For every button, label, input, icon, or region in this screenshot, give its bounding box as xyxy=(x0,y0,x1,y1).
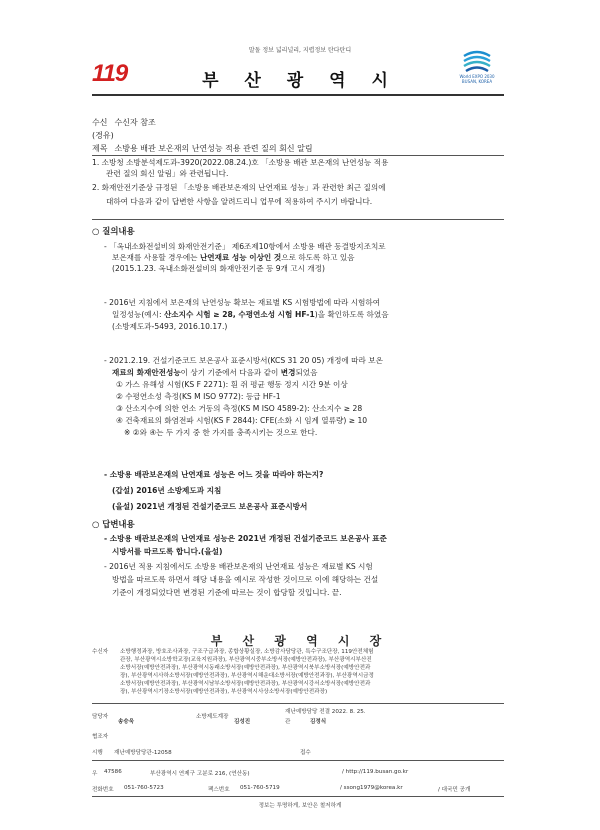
fax-label: 팩스번호 xyxy=(208,787,230,793)
approver-label: 재난예방담당 전결 2022. 8. 25. xyxy=(285,709,366,715)
question-heading: ○ 질의내용 xyxy=(92,226,135,236)
a2-line3: 기준이 개정되었다면 변경된 기준에 따르는 것이 합당할 것입니다. 끝. xyxy=(112,588,342,597)
recipients-label: 수신자 xyxy=(92,649,109,655)
q1-line2: 보온재를 사용할 경우에는 난연재료 성능 이상인 것으로 하도록 하고 있음 xyxy=(112,253,355,262)
disclosure-status: / 대국민 공개 xyxy=(438,787,471,793)
a2-line2: 방법을 따르도록 하면서 해당 내용을 예시로 작성한 것이므로 이에 해당하는 건설 xyxy=(112,575,379,584)
recipients-line: 소방서장(예방안전과장), 부산광역시남부소방서장(예방안전과장), 부산광역시강서소방서장(예방안전과 xyxy=(120,681,371,687)
paragraph-2 xyxy=(92,182,386,207)
doc-number-label: 시행 xyxy=(92,750,103,756)
recipients-line: 소방서장(예방안전과장), 부산광역시동래소방서장(예방안전과장), 부산광역시북부소방서장(예방안전과 xyxy=(120,665,371,671)
authority-title: 부 산 광 역 시 장 xyxy=(210,634,390,648)
via-row: (경유) xyxy=(92,131,114,140)
q4-option-a: (갑설) 2016년 소방제도과 지침 xyxy=(112,486,222,495)
email-link[interactable]: / ssong1979@korea.kr xyxy=(340,785,403,791)
q3-criterion-4: ④ 건축재료의 화염전파 시험(KS F 2844): CFE(소화 시 임계 열류량) ≥ 10 xyxy=(116,416,368,425)
footer-divider-1 xyxy=(92,703,504,704)
cooperator-label: 협조자 xyxy=(92,734,109,740)
q3-line2: 재료의 화재안전성능이 상기 기준에서 다음과 같이 변경되었음 xyxy=(112,368,318,377)
staff-name: 송승욱 xyxy=(118,719,135,725)
website-link[interactable]: / http://119.busan.go.kr xyxy=(342,769,409,775)
q1-line3: (2015.1.23. 옥내소화전설비의 화재안전기준 등 9개 고시 개정) xyxy=(112,264,326,273)
a1-line2: 시방서를 따르도록 합니다.(을설) xyxy=(112,547,223,556)
fax-number: 051-760-5719 xyxy=(240,785,280,791)
answer-item-2 xyxy=(104,561,378,598)
subject-label: 제목 xyxy=(92,144,108,153)
team-lead-name: 김성진 xyxy=(234,719,251,725)
q3-line1: - 2021.2.19. 건설기준코드 보온공사 표준시방서(KCS 31 20 05) 개정에 따라 보온 xyxy=(104,356,383,365)
recipients-list xyxy=(120,648,510,696)
q3-criterion-1: ① 가스 유해성 시험(KS F 2271): 흰 쥐 평균 행동 정지 시간 9분 이상 xyxy=(116,380,348,389)
q2-line1: - 2016년 지침에서 보온재의 난연성능 확보는 재료별 KS 시험방법에 따라 시험하여 xyxy=(104,298,381,307)
q3-criterion-2: ② 수평연소성 측정(KS M ISO 9772): 등급 HF-1 xyxy=(116,392,281,401)
approver-name: 김정식 xyxy=(310,719,327,725)
p1-line2: 관련 질의 회신 알림」와 관련됩니다. xyxy=(106,169,229,178)
recipient-label: 수신 xyxy=(92,118,108,127)
body-divider xyxy=(92,219,504,220)
bottom-slogan: 정보는 투명하게, 보안은 철저하게 xyxy=(258,803,342,809)
expo-text-line1: World EXPO 2030 xyxy=(459,74,495,79)
phone-label: 전화번호 xyxy=(92,787,114,793)
q2-line2: 일정성능(예시: 산소지수 시험 ≥ 28, 수평연소성 시험 HF-1)을 확인하도록 하였음 xyxy=(112,310,389,319)
slogan: 말돌 정보 넓리널리, 지렵정보 탄다탄디 xyxy=(248,47,352,54)
answer-item-1 xyxy=(104,533,387,557)
postcode: 47586 xyxy=(104,769,122,775)
question-item-2 xyxy=(104,297,389,332)
expo-logo xyxy=(452,48,502,84)
address: 부산광역시 연제구 고분로 216, (연산동) xyxy=(150,771,250,777)
question-item-4 xyxy=(104,469,323,512)
footer-divider-3 xyxy=(92,796,504,797)
question-item-3 xyxy=(104,355,383,438)
expo-emblem-icon xyxy=(460,48,494,74)
answer-heading: ○ 답변내용 xyxy=(92,519,135,529)
recipient-value: 수신자 참조 xyxy=(114,118,156,127)
footer-divider-2 xyxy=(92,760,504,761)
a1-line1: - 소방용 배관보온재의 난연재료 성능은 2021년 개정된 건설기준코드 보온공사 표준 xyxy=(104,534,387,543)
p1-line1: 1. 소방청 소방분석제도과-3920(2022.08.24.)호 「소방용 배관 보온재의 난연성능 적용 xyxy=(92,158,389,167)
approver-prefix: 관 xyxy=(285,719,291,725)
recipients-line: 관장, 부산광역시소방학교장(교육지원과장), 부산광역시중부소방서장(예방안전과장), 부산광역시부산진 xyxy=(120,657,372,663)
recipient-row xyxy=(92,117,156,128)
header-divider xyxy=(92,94,504,96)
p2-line1: 2. 화재안전기준상 규정된 「소방용 배관보온재의 난연재료 성능」과 관련한 최근 질의에 xyxy=(92,183,386,192)
staff-label: 담당자 xyxy=(92,714,109,720)
a2-line1: - 2016년 적용 지침에서도 소방용 배관보온재의 난연재료 성능은 재료별 KS 시험 xyxy=(104,562,373,571)
recipients-line: 장), 부산광역시사하소방서장(예방안전과장), 부산광역시해운대소방서장(예방안전과장), 부산광역시금정 xyxy=(120,673,374,679)
subject-row xyxy=(92,143,313,154)
subject-value: 소방용 배관 보온재의 난연성능 적용 관련 질의 회신 알림 xyxy=(114,144,313,153)
paragraph-1 xyxy=(92,157,388,179)
q3-note: ※ ②와 ④는 두 가지 중 한 가지를 충족시키는 것으로 한다. xyxy=(124,428,318,437)
organization-title: 부 산 광 역 시 xyxy=(202,71,398,91)
fire-119-logo: 119 xyxy=(92,60,128,87)
recipients-line: 소방행정과장, 방호조사과장, 구조구급과장, 종합상황실장, 소방감사담당관, 특수구조단장, 119안전체험 xyxy=(120,649,374,655)
p2-line2: 대하여 다음과 같이 답변한 사항을 알려드리니 업무에 적용하여 주시기 바랍니다. xyxy=(106,197,373,206)
postcode-label: 우 xyxy=(92,771,98,777)
recipients-line: 장), 부산광역시기장소방서장(예방안전과장), 부산광역시사상소방서장(예방안전과장) xyxy=(120,689,328,695)
q4-option-b: (을설) 2021년 개정된 건설기준코드 보온공사 표준시방서 xyxy=(112,502,308,511)
subject-divider xyxy=(92,155,504,156)
receipt-label: 접수 xyxy=(300,750,311,756)
question-item-1 xyxy=(104,241,386,274)
team-lead-label: 소방제도계장 xyxy=(196,714,229,720)
q3-criterion-3: ③ 산소지수에 의한 연소 거동의 측정(KS M ISO 4589-2): 산소지수 ≥ 28 xyxy=(116,404,363,413)
q2-line3: (소방제도과-5493, 2016.10.17.) xyxy=(112,322,228,331)
q4-line1: - 소방용 배관보온재의 난연재료 성능은 어느 것을 따라야 하는지? xyxy=(104,470,324,479)
q1-line1: - 「옥내소화전설비의 화재안전기준」 제6조제10항에서 소방용 배관 동결방지조치로 xyxy=(104,242,386,251)
doc-number: 재난예방담당관-12058 xyxy=(114,750,172,756)
expo-text-line2: BUSAN, KOREA xyxy=(461,79,493,84)
phone-number: 051-760-5723 xyxy=(124,785,164,791)
